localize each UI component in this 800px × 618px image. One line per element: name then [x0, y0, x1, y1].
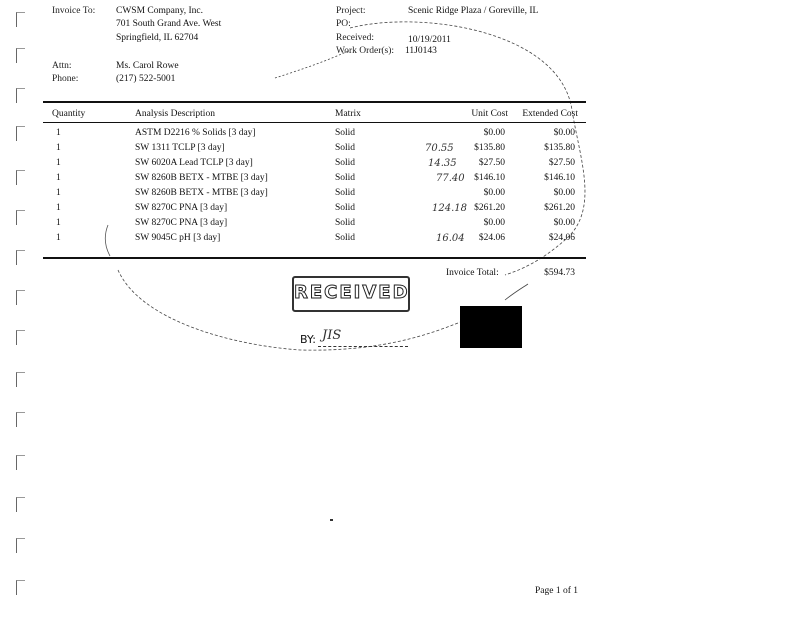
row-qty: 1	[56, 218, 61, 228]
received-label: Received:	[336, 33, 374, 43]
row-unit-cost: $27.50	[478, 158, 505, 168]
stray-mark	[330, 519, 333, 521]
received-value: 10/19/2011	[408, 35, 451, 45]
row-qty: 1	[56, 233, 61, 243]
invoice-to-line-3: Springfield, IL 62704	[116, 33, 199, 43]
row-qty: 1	[56, 188, 61, 198]
row-unit-cost: $0.00	[483, 128, 505, 138]
row-desc: SW 8270C PNA [3 day]	[135, 203, 228, 213]
col-matrix: Matrix	[335, 109, 361, 119]
invoice-to-line-2: 701 South Grand Ave. West	[116, 19, 222, 29]
redaction-box	[460, 306, 522, 348]
invoice-total-value: $594.73	[544, 268, 575, 278]
project-value: Scenic Ridge Plaza / Goreville, IL	[408, 6, 539, 16]
row-handwritten-note: 14.35	[428, 158, 457, 169]
col-unit-cost: Unit Cost	[471, 109, 508, 119]
table-row	[0, 218, 800, 233]
row-unit-cost: $0.00	[483, 188, 505, 198]
row-handwritten-note: 77.40	[436, 173, 465, 184]
row-extended-cost: $146.10	[544, 173, 575, 183]
row-desc: SW 8260B BETX - MTBE [3 day]	[135, 173, 268, 183]
work-order-label: Work Order(s):	[336, 46, 395, 56]
row-extended-cost: $0.00	[553, 218, 575, 228]
row-desc: SW 6020A Lead TCLP [3 day]	[135, 158, 253, 168]
phone-value: (217) 522-5001	[116, 74, 176, 84]
row-qty: 1	[56, 173, 61, 183]
table-row	[0, 188, 800, 203]
row-unit-cost: $261.20	[474, 203, 505, 213]
row-qty: 1	[56, 158, 61, 168]
row-handwritten-note: 124.18	[432, 203, 467, 214]
page-number: Page 1 of 1	[535, 586, 579, 596]
row-desc: SW 8270C PNA [3 day]	[135, 218, 228, 228]
row-handwritten-note: 16.04	[436, 233, 465, 244]
table-row	[0, 203, 800, 218]
col-description: Analysis Description	[135, 109, 215, 119]
row-extended-cost: $0.00	[553, 188, 575, 198]
attn-label: Attn:	[52, 61, 72, 71]
row-unit-cost: $24.06	[478, 233, 505, 243]
row-matrix: Solid	[335, 233, 356, 243]
project-label: Project:	[336, 6, 366, 16]
table-bottom-rule	[43, 257, 586, 259]
row-extended-cost: $0.00	[553, 128, 575, 138]
row-matrix: Solid	[335, 218, 356, 228]
row-extended-cost: $27.50	[548, 158, 575, 168]
col-extended-cost: Extended Cost	[522, 109, 578, 119]
invoice-total-label: Invoice Total:	[446, 268, 499, 278]
attn-value: Ms. Carol Rowe	[116, 61, 179, 71]
po-label: PO:	[336, 19, 351, 29]
row-extended-cost: $261.20	[544, 203, 575, 213]
row-extended-cost: $135.80	[544, 143, 575, 153]
row-matrix: Solid	[335, 173, 356, 183]
row-qty: 1	[56, 203, 61, 213]
table-row	[0, 143, 800, 158]
phone-label: Phone:	[52, 74, 79, 84]
stamp-by-label: BY:	[300, 333, 316, 346]
invoice-to-line-1: CWSM Company, Inc.	[116, 6, 203, 16]
row-matrix: Solid	[335, 143, 356, 153]
stamp-by-line	[318, 346, 408, 347]
table-row	[0, 158, 800, 173]
row-desc: SW 9045C pH [3 day]	[135, 233, 221, 243]
row-unit-cost: $0.00	[483, 218, 505, 228]
table-row	[0, 128, 800, 143]
received-stamp: RECEIVED	[292, 276, 410, 312]
header-underline	[43, 122, 586, 123]
row-qty: 1	[56, 128, 61, 138]
row-matrix: Solid	[335, 203, 356, 213]
row-desc: SW 1311 TCLP [3 day]	[135, 143, 225, 153]
table-top-rule	[43, 101, 586, 103]
col-quantity: Quantity	[52, 109, 86, 119]
row-desc: ASTM D2216 % Solids [3 day]	[135, 128, 256, 138]
table-row	[0, 173, 800, 188]
row-unit-cost: $135.80	[474, 143, 505, 153]
table-row	[0, 233, 800, 248]
invoice-to-label: Invoice To:	[52, 6, 96, 16]
row-matrix: Solid	[335, 128, 356, 138]
row-desc: SW 8260B BETX - MTBE [3 day]	[135, 188, 268, 198]
stamp-by-signature: JIS	[322, 328, 342, 343]
row-extended-cost: $24.06	[548, 233, 575, 243]
row-handwritten-note: 70.55	[425, 143, 454, 154]
row-matrix: Solid	[335, 158, 356, 168]
row-unit-cost: $146.10	[474, 173, 505, 183]
row-matrix: Solid	[335, 188, 356, 198]
work-order-value: 11J0143	[405, 46, 437, 56]
row-qty: 1	[56, 143, 61, 153]
